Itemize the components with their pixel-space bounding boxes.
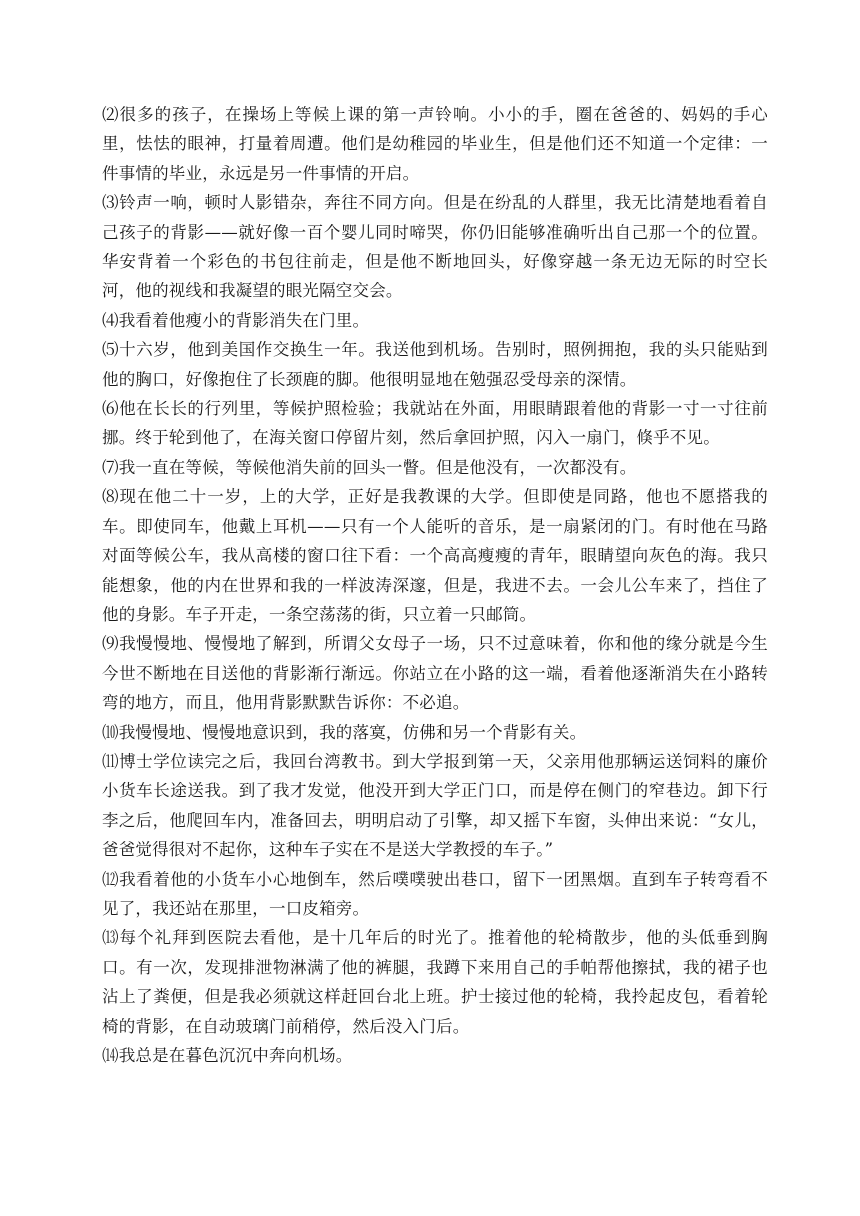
paragraph-10: ⑽我慢慢地、慢慢地意识到，我的落寞，仿佛和另一个背影有关。 [102, 722, 587, 742]
paragraph-12: ⑿我看着他的小货车小心地倒车，然后噗噗驶出巷口，留下一团黑烟。直到车子转弯看不见了，我还站在那里，一口皮箱旁。 [102, 869, 768, 918]
document-page [102, 100, 768, 1070]
paragraph-8: ⑻现在他二十一岁，上的大学，正好是我教课的大学。但即使是同路，他也不愿搭我的车。即使同车，他戴上耳机——只有一个人能听的音乐，是一扇紧闭的门。有时他在马路对面等候公车，我从高楼的窗口往下看：一个高高瘦瘦的青年，眼睛望向灰色的海。我只能想象，他的内在世界和我的一样波涛深邃，但是，我进不去。一会儿公车来了，挡住了他的身影。车子开走，一条空荡荡的街，只立着一只邮筒。 [102, 487, 768, 624]
paragraph-11: ⑾博士学位读完之后，我回台湾教书。到大学报到第一天，父亲用他那辆运送饲料的廉价小货车长途送我。到了我才发觉，他没开到大学正门口，而是停在侧门的窄巷边。卸下行李之后，他爬回车内，准备回去，明明启动了引擎，却又摇下车窗，头伸出来说：“女儿，爸爸觉得很对不起你，这种车子实在不是送大学教授的车子。” [102, 751, 768, 860]
paragraph-7: ⑺我一直在等候，等候他消失前的回头一瞥。但是他没有，一次都没有。 [102, 457, 637, 477]
paragraph-6: ⑹他在长长的行列里，等候护照检验；我就站在外面，用眼睛跟着他的背影一寸一寸往前挪。终于轮到他了，在海关窗口停留片刻，然后拿回护照，闪入一扇门，倏乎不见。 [102, 399, 768, 448]
paragraph-9: ⑼我慢慢地、慢慢地了解到，所谓父女母子一场，只不过意味着，你和他的缘分就是今生今世不断地在目送他的背影渐行渐远。你站立在小路的这一端，看着他逐渐消失在小路转弯的地方，而且，他用背影默默告诉你：不必追。 [102, 634, 768, 713]
paragraph-14: ⒁我总是在暮色沉沉中奔向机场。 [102, 1046, 353, 1065]
paragraph-3: ⑶铃声一响，顿时人影错杂，奔往不同方向。但是在纷乱的人群里，我无比清楚地看着自己孩子的背影——就好像一百个婴儿同时啼哭，你仍旧能够准确听出自己那一个的位置。华安背着一个彩色的书包往前走，但是他不断地回头，好像穿越一条无边无际的时空长河，他的视线和我凝望的眼光隔空交会。 [102, 193, 768, 301]
paragraph-2: ⑵很多的孩子，在操场上等候上课的第一声铃响。小小的手，圈在爸爸的、妈妈的手心里，怯怯的眼神，打量着周遭。他们是幼稚园的毕业生，但是他们还不知道一个定律：一件事情的毕业，永远是另一件事情的开启。 [102, 105, 768, 183]
paragraph-13: ⒀每个礼拜到医院去看他，是十几年后的时光了。推着他的轮椅散步，他的头低垂到胸口。有一次，发现排泄物淋满了他的裤腿，我蹲下来用自己的手帕帮他擦拭，我的裙子也沾上了粪便，但是我必须就这样赶回台北上班。护士接过他的轮椅，我拎起皮包，看着轮椅的背影，在自动玻璃门前稍停，然后没入门后。 [102, 928, 768, 1036]
paragraph-4: ⑷我看着他瘦小的背影消失在门里。 [102, 310, 370, 330]
paragraph-5: ⑸十六岁，他到美国作交换生一年。我送他到机场。告别时，照例拥抱，我的头只能贴到他的胸口，好像抱住了长颈鹿的脚。他很明显地在勉强忍受母亲的深情。 [102, 340, 768, 389]
